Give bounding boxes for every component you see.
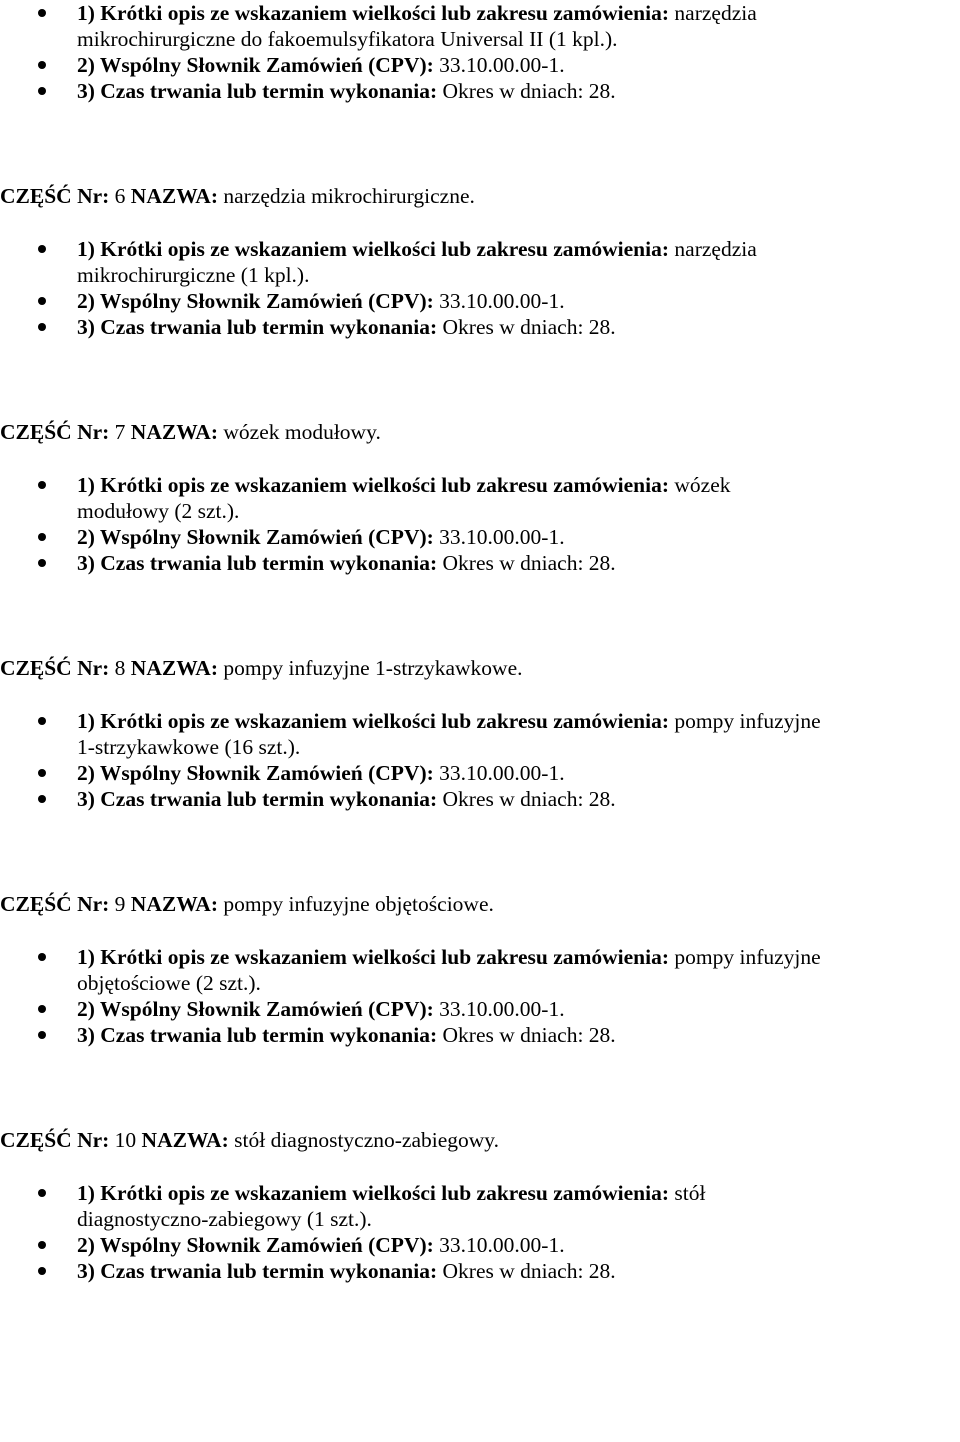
item-value: Okres w dniach: 28. bbox=[437, 79, 616, 103]
item-label: 1) Krótki opis ze wskazaniem wielkości lub zakresu zamówienia: bbox=[77, 473, 670, 497]
list-item-cpv bbox=[0, 524, 960, 550]
item-label: 1) Krótki opis ze wskazaniem wielkości lub zakresu zamówienia: bbox=[77, 237, 670, 261]
item-value: 33.10.00.00-1. bbox=[433, 761, 565, 785]
item-value: narzędzia bbox=[669, 1, 757, 25]
bullet-icon bbox=[38, 61, 46, 69]
bullet-icon bbox=[38, 559, 46, 567]
bullet-icon bbox=[38, 717, 46, 725]
list-item-duration bbox=[0, 550, 960, 576]
part-block-9 bbox=[0, 891, 960, 1048]
part-name: wózek modułowy. bbox=[218, 420, 381, 444]
bullet-icon bbox=[38, 297, 46, 305]
list-item-description bbox=[0, 472, 960, 498]
bullet-icon bbox=[38, 323, 46, 331]
list-item-description bbox=[0, 0, 960, 26]
bullet-icon bbox=[38, 769, 46, 777]
item-continuation: diagnostyczno-zabiegowy (1 szt.). bbox=[77, 1207, 372, 1231]
item-label: 3) Czas trwania lub termin wykonania: bbox=[77, 315, 438, 339]
part-number: 7 bbox=[109, 420, 131, 444]
item-label: 3) Czas trwania lub termin wykonania: bbox=[77, 79, 438, 103]
part-number: 8 bbox=[109, 656, 131, 680]
item-continuation: modułowy (2 szt.). bbox=[77, 499, 240, 523]
item-continuation: objętościowe (2 szt.). bbox=[77, 971, 261, 995]
item-continuation: mikrochirurgiczne do fakoemulsyfikatora Universal II (1 kpl.). bbox=[77, 27, 618, 51]
part-block-10 bbox=[0, 1127, 960, 1284]
part-block-6 bbox=[0, 183, 960, 340]
list-item-cpv bbox=[0, 1232, 960, 1258]
part-block-7 bbox=[0, 419, 960, 576]
item-value: narzędzia bbox=[669, 237, 757, 261]
list-item-duration bbox=[0, 1022, 960, 1048]
part-header bbox=[0, 419, 960, 445]
bullet-icon bbox=[38, 953, 46, 961]
part-block-top bbox=[0, 0, 960, 104]
part-name: pompy infuzyjne 1-strzykawkowe. bbox=[218, 656, 523, 680]
item-value: wózek bbox=[669, 473, 731, 497]
bullet-icon bbox=[38, 1005, 46, 1013]
item-label: 2) Wspólny Słownik Zamówień (CPV): bbox=[77, 997, 434, 1021]
item-label: 3) Czas trwania lub termin wykonania: bbox=[77, 787, 438, 811]
list-item-duration bbox=[0, 314, 960, 340]
item-label: 2) Wspólny Słownik Zamówień (CPV): bbox=[77, 289, 434, 313]
list-item-cpv bbox=[0, 288, 960, 314]
bullet-icon bbox=[38, 795, 46, 803]
part-header bbox=[0, 1127, 960, 1153]
part-number: 9 bbox=[109, 892, 131, 916]
bullet-icon bbox=[38, 87, 46, 95]
item-label: 2) Wspólny Słownik Zamówień (CPV): bbox=[77, 525, 434, 549]
item-value: Okres w dniach: 28. bbox=[437, 787, 616, 811]
part-block-8 bbox=[0, 655, 960, 812]
list-item-description bbox=[0, 1180, 960, 1206]
part-number-label: CZĘŚĆ Nr: bbox=[0, 420, 110, 444]
part-name-label: NAZWA: bbox=[130, 420, 218, 444]
bullet-icon bbox=[38, 1031, 46, 1039]
list-item-description bbox=[0, 944, 960, 970]
item-value: Okres w dniach: 28. bbox=[437, 551, 616, 575]
item-continuation: 1-strzykawkowe (16 szt.). bbox=[77, 735, 301, 759]
part-number: 6 bbox=[109, 184, 131, 208]
part-name-label: NAZWA: bbox=[130, 184, 218, 208]
item-continuation: mikrochirurgiczne (1 kpl.). bbox=[77, 263, 310, 287]
bullet-icon bbox=[38, 533, 46, 541]
bullet-icon bbox=[38, 9, 46, 17]
list-item-description bbox=[0, 236, 960, 262]
part-number-label: CZĘŚĆ Nr: bbox=[0, 656, 110, 680]
part-name-label: NAZWA: bbox=[130, 892, 218, 916]
part-name: pompy infuzyjne objętościowe. bbox=[218, 892, 494, 916]
item-label: 2) Wspólny Słownik Zamówień (CPV): bbox=[77, 1233, 434, 1257]
part-name-label: NAZWA: bbox=[130, 656, 218, 680]
item-label: 3) Czas trwania lub termin wykonania: bbox=[77, 551, 438, 575]
part-number-label: CZĘŚĆ Nr: bbox=[0, 184, 110, 208]
list-item-cpv bbox=[0, 996, 960, 1022]
part-header bbox=[0, 183, 960, 209]
item-label: 1) Krótki opis ze wskazaniem wielkości lub zakresu zamówienia: bbox=[77, 945, 670, 969]
item-label: 1) Krótki opis ze wskazaniem wielkości lub zakresu zamówienia: bbox=[77, 709, 670, 733]
list-item-duration bbox=[0, 78, 960, 104]
part-header bbox=[0, 891, 960, 917]
bullet-icon bbox=[38, 1189, 46, 1197]
item-label: 3) Czas trwania lub termin wykonania: bbox=[77, 1259, 438, 1283]
item-label: 1) Krótki opis ze wskazaniem wielkości lub zakresu zamówienia: bbox=[77, 1, 670, 25]
bullet-icon bbox=[38, 1241, 46, 1249]
part-name: stół diagnostyczno-zabiegowy. bbox=[228, 1128, 500, 1152]
bullet-icon bbox=[38, 1267, 46, 1275]
bullet-icon bbox=[38, 481, 46, 489]
part-name: narzędzia mikrochirurgiczne. bbox=[218, 184, 475, 208]
item-value: stół bbox=[669, 1181, 706, 1205]
item-label: 2) Wspólny Słownik Zamówień (CPV): bbox=[77, 53, 434, 77]
part-number-label: CZĘŚĆ Nr: bbox=[0, 892, 110, 916]
list-item-cpv bbox=[0, 52, 960, 78]
item-value: Okres w dniach: 28. bbox=[437, 315, 616, 339]
part-header bbox=[0, 655, 960, 681]
list-item-cpv bbox=[0, 760, 960, 786]
list-item-duration bbox=[0, 1258, 960, 1284]
bullet-icon bbox=[38, 245, 46, 253]
item-value: pompy infuzyjne bbox=[669, 709, 821, 733]
item-value: 33.10.00.00-1. bbox=[433, 53, 565, 77]
item-value: 33.10.00.00-1. bbox=[433, 289, 565, 313]
item-label: 3) Czas trwania lub termin wykonania: bbox=[77, 1023, 438, 1047]
part-number-label: CZĘŚĆ Nr: bbox=[0, 1128, 110, 1152]
item-label: 1) Krótki opis ze wskazaniem wielkości lub zakresu zamówienia: bbox=[77, 1181, 670, 1205]
item-value: pompy infuzyjne bbox=[669, 945, 821, 969]
list-item-duration bbox=[0, 786, 960, 812]
item-value: 33.10.00.00-1. bbox=[433, 997, 565, 1021]
part-number: 10 bbox=[109, 1128, 142, 1152]
item-value: 33.10.00.00-1. bbox=[433, 525, 565, 549]
item-value: Okres w dniach: 28. bbox=[437, 1259, 616, 1283]
item-value: 33.10.00.00-1. bbox=[433, 1233, 565, 1257]
list-item-description bbox=[0, 708, 960, 734]
part-name-label: NAZWA: bbox=[141, 1128, 229, 1152]
item-value: Okres w dniach: 28. bbox=[437, 1023, 616, 1047]
item-label: 2) Wspólny Słownik Zamówień (CPV): bbox=[77, 761, 434, 785]
